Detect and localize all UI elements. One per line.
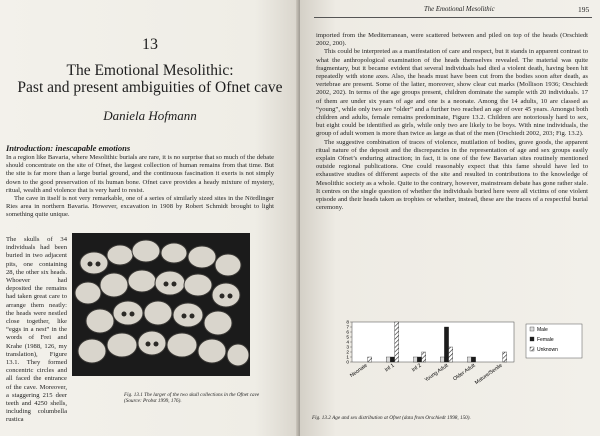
skull-photo-illustration xyxy=(72,233,250,376)
chapter-title-line2: Past and present ambiguities of Ofnet cave xyxy=(17,79,283,96)
age-sex-chart-svg xyxy=(318,318,588,410)
chapter-title-line1: The Emotional Mesolithic: xyxy=(66,62,234,79)
author-name: Daniela Hofmann xyxy=(103,108,197,123)
legend-swatch-male xyxy=(530,327,534,331)
right-paragraph-1: imported from the Mediterranean, were scattered between and piled on top of the heads (Orschiedt 2002, 200). xyxy=(316,32,588,48)
body-text-top xyxy=(6,154,274,220)
bar-male-2 xyxy=(413,357,417,362)
page-number: 195 xyxy=(578,5,590,14)
y-tick-label: 1 xyxy=(346,355,349,361)
legend-label-unknown: Unknown xyxy=(537,347,558,353)
skull-photograph xyxy=(72,233,250,376)
age-sex-chart xyxy=(318,318,588,410)
right-paragraph-3: The suggestive combination of traces of violence, mutilation of bodies, grave goods, the apparent ritual nature of the deposit and the discrepancies in the representation of age and sex groups easily explain Ofnet’s enduring attraction; in fact, it is one of the few Bavarian sites routinely mentioned outside regional publications. One could reasonably expect that this fame should have led to exhaustive studies of different aspects of the site and resulted in contributions to the knowledge of Mesolithic society as a whole. Quite to the contrary, however, mainstream debate has gone rather stale. It centres on the single question of whether the individuals buried here were all victims of one violent episode and their heads taken as trophies or whether, instead, these are the traces of a respectful burial ceremony. xyxy=(316,138,588,212)
bar-unknown-5 xyxy=(503,352,507,362)
running-title: The Emotional Mesolithic xyxy=(424,6,495,13)
legend-label-male: Male xyxy=(537,327,548,333)
y-tick-label: 4 xyxy=(346,340,349,346)
y-tick-label: 3 xyxy=(346,345,349,351)
bar-female-3 xyxy=(444,327,448,362)
paragraph-1: In a region like Bavaria, where Mesolithic burials are rare, it is no surprise that so much of the debate should concentrate on the site of Ofnet, the largest collection of human remains from that time. But the site is far more than a large burial ground, and the continuous fascination it exerts is not simply down to the good preservation of its human bone. Ofnet cave provides a heady mixture of mystery, ritual, wealth and violence that is very hard to resist. xyxy=(6,154,274,194)
figure-13-2-caption: Fig. 13.2 Age and sex distribution at Ofnet (data from Orschiedt 1998, 150). xyxy=(312,415,471,421)
y-tick-label: 5 xyxy=(346,335,349,341)
y-tick-label: 0 xyxy=(346,360,349,366)
right-body-text xyxy=(316,32,588,212)
section-title: Introduction: inescapable emotions xyxy=(6,143,131,153)
body-text-column xyxy=(6,236,67,425)
y-tick-label: 7 xyxy=(346,325,349,331)
x-tick-label: Young Adult xyxy=(423,362,450,384)
bar-female-1 xyxy=(390,357,394,362)
bar-unknown-0 xyxy=(368,357,372,362)
legend-swatch-unknown xyxy=(530,347,534,351)
chapter-number: 13 xyxy=(142,36,158,53)
x-tick-label: Inf 1 xyxy=(383,362,396,374)
y-tick-label: 8 xyxy=(346,320,349,326)
bar-male-1 xyxy=(386,357,390,362)
bar-male-4 xyxy=(467,357,471,362)
paragraph-2: The cave in itself is not very remarkable, one of a series of similarly sized sites in the Nördlinger Ries area in northern Bavaria. However, excavation in 1908 by Robert Schmidt brought to light something quite unique. xyxy=(6,195,274,219)
paragraph-3: The skulls of 34 individuals had been buried in two adjacent pits, one containing 28, the other six heads. Whoever had deposited the remains had taken great care to arrange them neatly: the heads were nestled close together, like “eggs in a nest” in the words of Frei and Krahe (1988, 126, my translation), Figure 13.1. They formed concentric circles and all faced the entrance of the cave. Moreover, a staggering 215 deer teeth and 4250 shells, including columbella rustica xyxy=(6,236,67,424)
chapter-title xyxy=(0,62,300,96)
x-tick-label: Inf 2 xyxy=(410,362,423,374)
bar-unknown-1 xyxy=(395,322,399,362)
header-rule xyxy=(314,17,592,18)
x-tick-label: Older Adult xyxy=(452,362,477,383)
bar-unknown-3 xyxy=(449,347,453,362)
figure-13-1-caption: Fig. 13.1 The larger of the two skull collections in the Ofnet cave (Source: Probst 1999, 176). xyxy=(124,392,260,405)
legend-swatch-female xyxy=(530,337,534,341)
bar-female-4 xyxy=(471,357,475,362)
right-paragraph-2: This could be interpreted as a manifestation of care and respect, but it stands in apparent contrast to what the anthropological examination of the heads themselves revealed. The material was quite fragmentary, but it became evident that several individuals had died a violent death, having been hit repeatedly with stone axes. Also, the heads must have been cut from the bodies soon after death, as vertebrae are present. Some of the latter, moreover, show clear cut marks (Mollison 1936; Orschiedt 2002, 202). In terms of the age groups present, children dominate the sample with 20 individuals. 17 of them are under six years of age and one is a neonate. Among the 14 adults, 10 are classed as “young”, while only two are “older” and a further two reached an age of over 45 years. Amongst both children and adults, female remains predominate, Figure 13.2. Children are notoriously hard to sex, but eight could be identified as girls, while only two are likely to be boys. With nine individuals, the group of adult women is more than twice as large as that of the men (Orschiedt 2002, 203; Fig. 13.2). xyxy=(316,48,588,138)
bar-unknown-2 xyxy=(422,352,426,362)
bar-male-3 xyxy=(440,357,444,362)
plot-area xyxy=(352,322,514,362)
y-tick-label: 6 xyxy=(346,330,349,336)
x-tick-label: Neonate xyxy=(349,362,369,379)
x-tick-label: Mature/Senile xyxy=(473,362,504,387)
y-tick-label: 2 xyxy=(346,350,349,356)
bar-female-2 xyxy=(417,357,421,362)
legend-label-female: Female xyxy=(537,337,554,343)
